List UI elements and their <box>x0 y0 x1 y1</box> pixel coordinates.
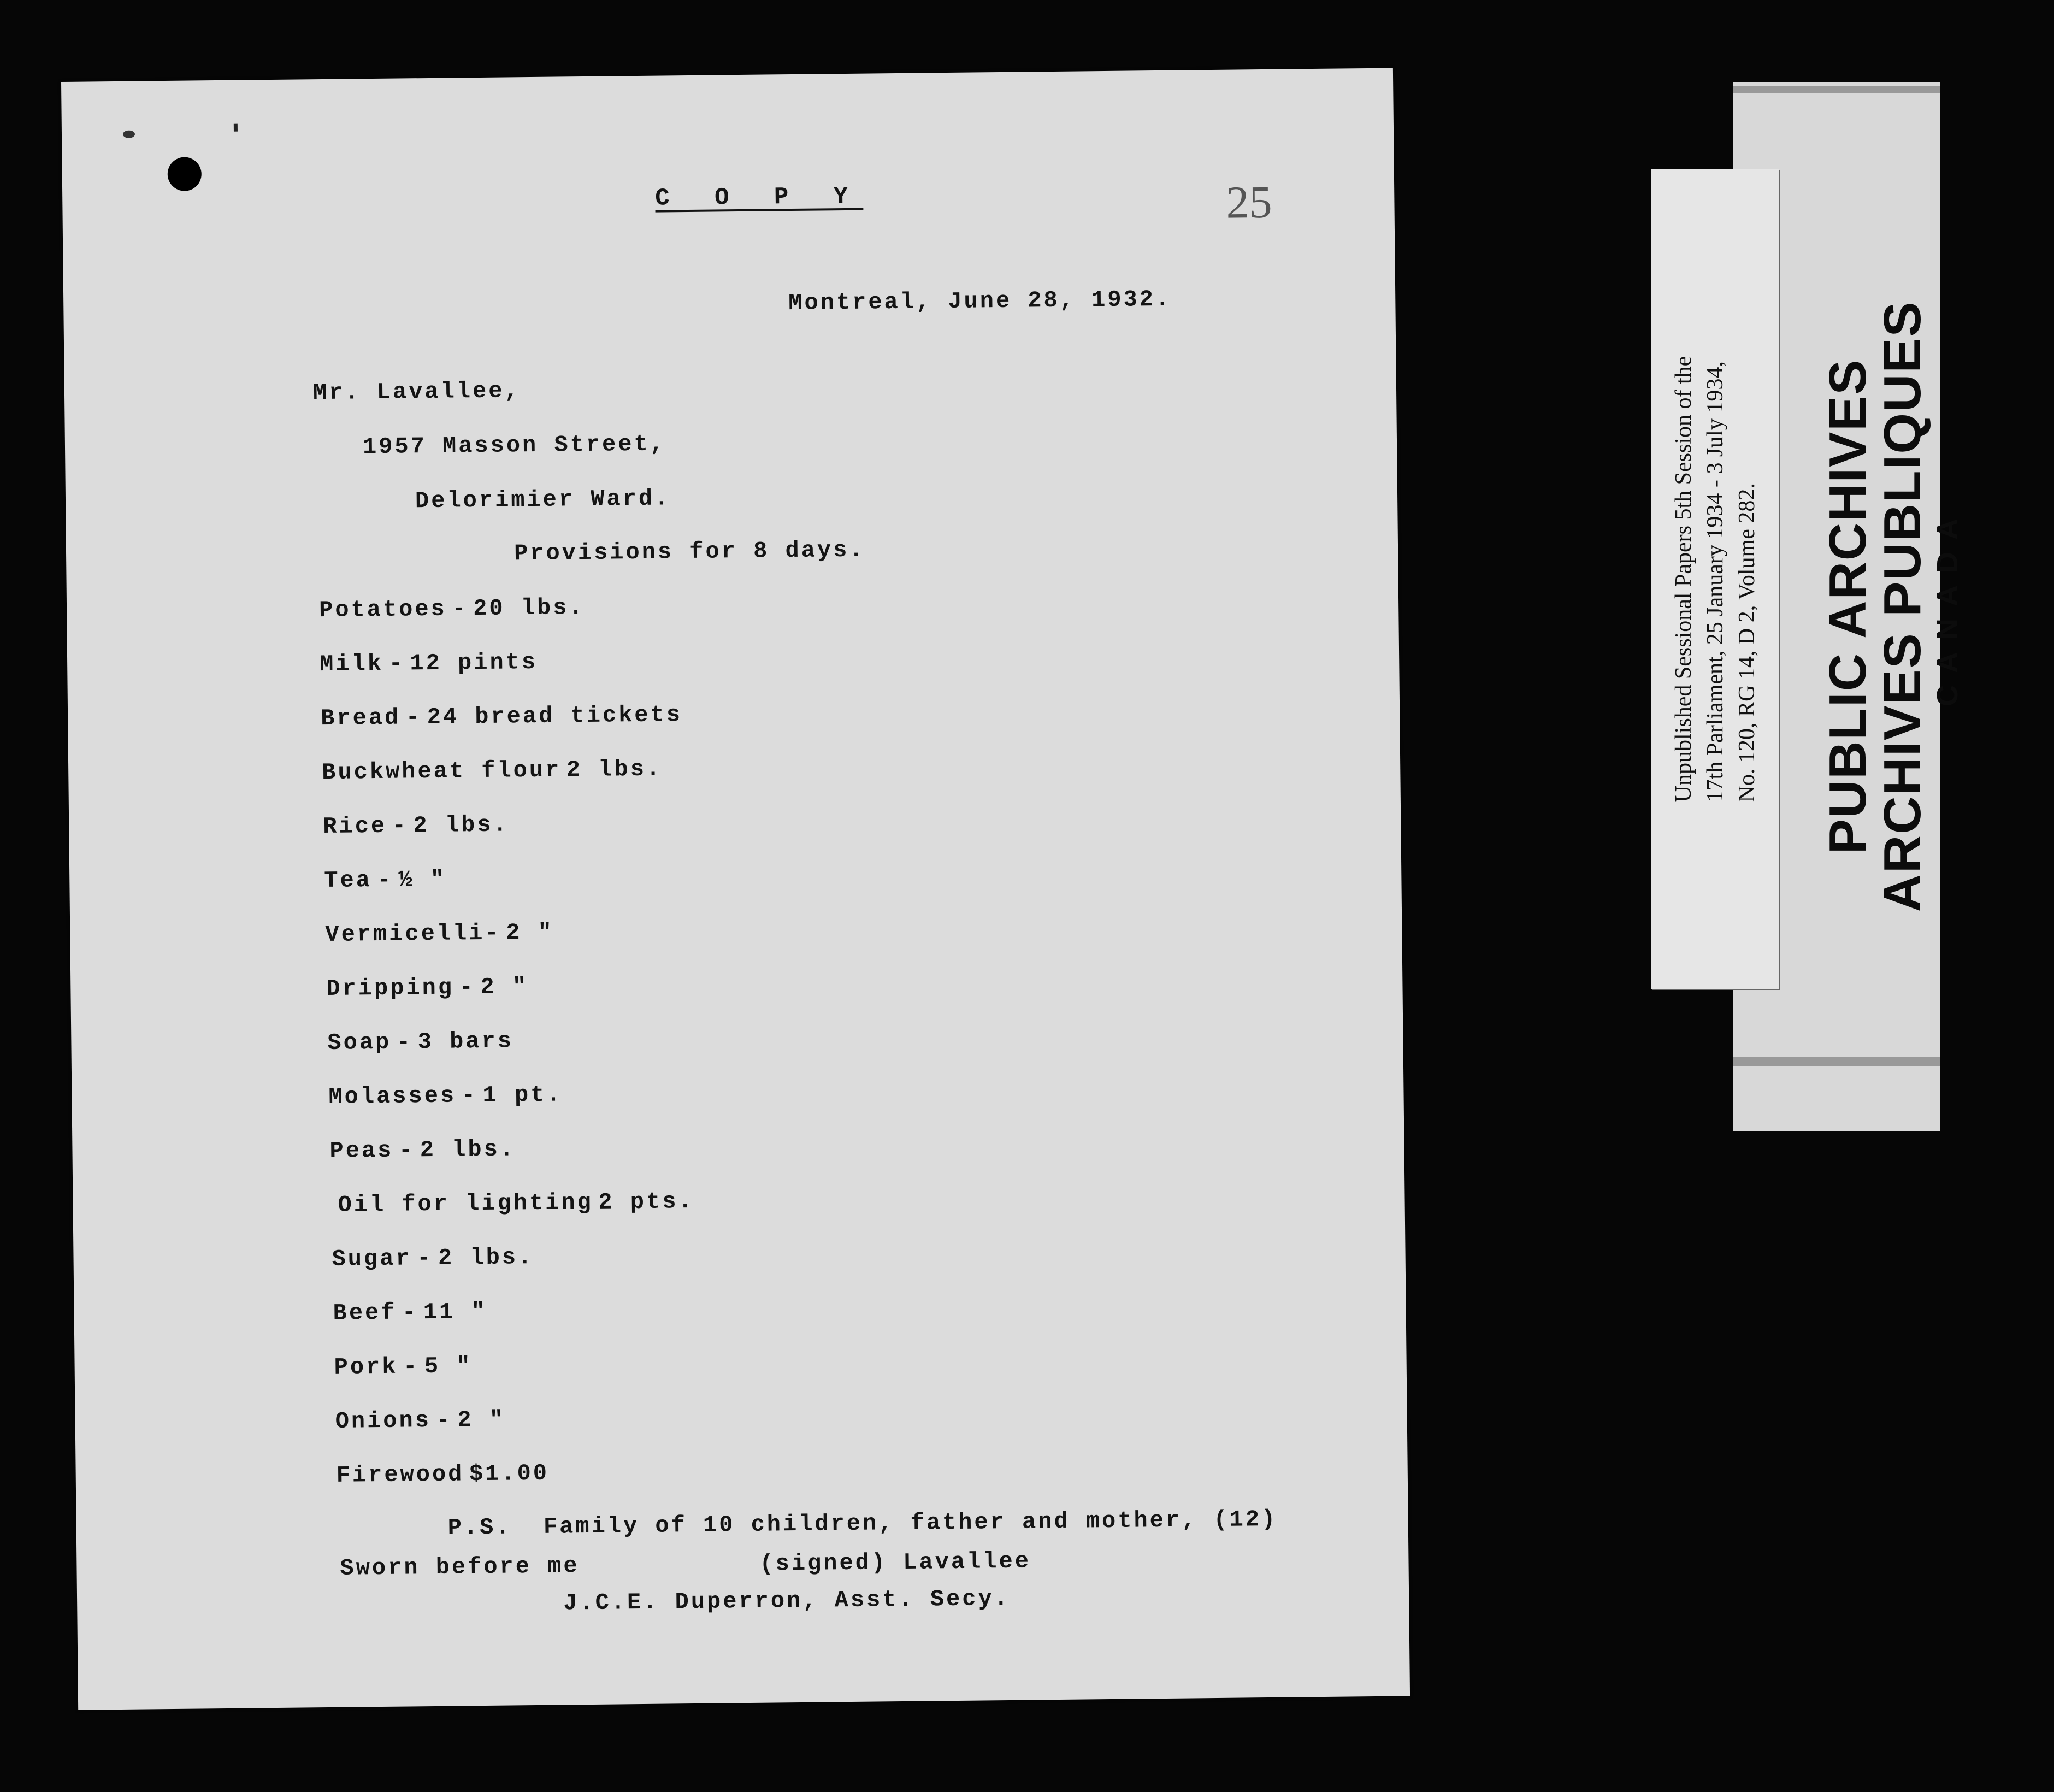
addressee-ward: Delorimier Ward. <box>415 485 671 515</box>
addressee-name: Mr. Lavallee, <box>312 378 521 406</box>
list-item <box>323 806 979 846</box>
item-name: Soap <box>327 1029 392 1056</box>
item-name: Molasses <box>328 1082 457 1110</box>
item-dash: - <box>405 704 422 731</box>
item-name: Potatoes <box>318 596 447 624</box>
item-dash: - <box>416 1245 433 1272</box>
punch-hole <box>167 157 202 191</box>
item-name: Sugar <box>332 1245 412 1272</box>
copy-heading: C O P Y <box>655 182 864 213</box>
item-quantity: 2 " <box>457 1406 506 1434</box>
item-quantity: 5 " <box>424 1353 473 1380</box>
secretary-line: J.C.E. Duperron, Asst. Secy. <box>563 1585 1011 1617</box>
list-item <box>324 860 980 900</box>
sworn-line: Sworn before me <box>340 1553 580 1582</box>
reference-line-1: Unpublished Sessional Papers 5th Session of the <box>1671 356 1696 803</box>
addressee-street: 1957 Masson Street, <box>362 431 666 461</box>
item-quantity: 1 pt. <box>482 1081 563 1109</box>
speck-mark <box>234 124 238 132</box>
archive-line-1: PUBLIC ARCHIVES <box>1819 358 1877 854</box>
item-name: Peas <box>329 1137 394 1164</box>
signature-line: (signed) Lavallee <box>759 1548 1031 1577</box>
postscript: P.S. Family of 10 children, father and mother, (12) <box>447 1506 1278 1541</box>
list-item <box>327 1023 983 1063</box>
item-name: Vermicelli- <box>325 919 501 948</box>
item-quantity: 3 bars <box>417 1028 514 1056</box>
list-item <box>321 699 977 739</box>
item-quantity: $1.00 <box>469 1460 550 1488</box>
list-item <box>333 1293 989 1333</box>
date-line: Montreal, June 28, 1932. <box>788 286 1172 317</box>
item-name: Onions <box>335 1407 432 1435</box>
item-quantity: 12 pints <box>410 649 538 677</box>
list-item <box>336 1455 992 1495</box>
item-dash: - <box>461 1082 478 1109</box>
list-item <box>322 753 978 793</box>
item-name: Dripping <box>326 974 455 1003</box>
item-quantity: 20 lbs. <box>473 594 585 622</box>
item-dash: - <box>398 1137 415 1164</box>
item-name: Tea <box>324 867 373 894</box>
item-dash: - <box>452 596 468 622</box>
item-dash: - <box>436 1407 453 1434</box>
item-name: Pork <box>334 1353 398 1381</box>
list-item <box>326 969 982 1009</box>
reference-slip <box>1651 169 1779 989</box>
item-dash: - <box>388 650 405 677</box>
item-dash: - <box>402 1299 418 1326</box>
list-item <box>320 645 976 685</box>
item-name: Beef <box>333 1299 397 1327</box>
list-item <box>332 1239 988 1279</box>
list-item <box>325 915 981 954</box>
page-number: 25 <box>1225 176 1272 228</box>
item-name: Firewood <box>336 1461 464 1489</box>
item-dash: - <box>403 1353 420 1380</box>
list-item <box>328 1077 984 1117</box>
reference-slip-text <box>1668 356 1763 803</box>
reference-line-2: 17th Parliament, 25 January 1934 - 3 July 1934, <box>1702 361 1728 803</box>
item-name: Bread <box>320 704 401 732</box>
list-item <box>335 1401 991 1441</box>
reference-line-3: No. 120, RG 14, D 2, Volume 282. <box>1734 483 1760 803</box>
item-quantity: 2 lbs. <box>420 1136 516 1164</box>
item-quantity: 24 bread tickets <box>427 702 683 731</box>
item-dash: - <box>396 1029 413 1056</box>
item-quantity: 2 pts. <box>598 1188 694 1216</box>
item-dash: - <box>377 866 394 894</box>
speck-mark <box>123 131 135 138</box>
item-quantity: ½ " <box>398 866 447 893</box>
list-item <box>334 1347 990 1387</box>
item-quantity: 11 " <box>423 1298 487 1326</box>
archive-label-text <box>1821 301 1965 912</box>
item-name: Rice <box>323 812 387 840</box>
archive-line-2: ARCHIVES PUBLIQUES <box>1873 300 1932 912</box>
item-quantity: 2 lbs. <box>438 1244 534 1271</box>
provisions-title: Provisions for 8 days. <box>514 537 865 567</box>
archive-line-3: CANADA <box>1931 506 1964 706</box>
list-item <box>319 591 975 630</box>
list-item <box>338 1185 994 1225</box>
item-name: Milk <box>319 650 384 678</box>
item-dash: - <box>392 812 409 839</box>
item-name: Oil for lighting <box>338 1189 594 1218</box>
document-page <box>61 68 1410 1710</box>
item-dash: - <box>459 974 476 1001</box>
item-quantity: 2 " <box>505 919 554 946</box>
archive-label <box>1819 93 1964 1120</box>
item-quantity: 2 lbs. <box>413 811 510 839</box>
tab-edge <box>1733 86 1940 93</box>
item-quantity: 2 " <box>480 974 529 1001</box>
list-item <box>329 1131 985 1171</box>
item-quantity: 2 lbs. <box>566 756 663 783</box>
item-name: Buckwheat flour <box>322 757 562 786</box>
